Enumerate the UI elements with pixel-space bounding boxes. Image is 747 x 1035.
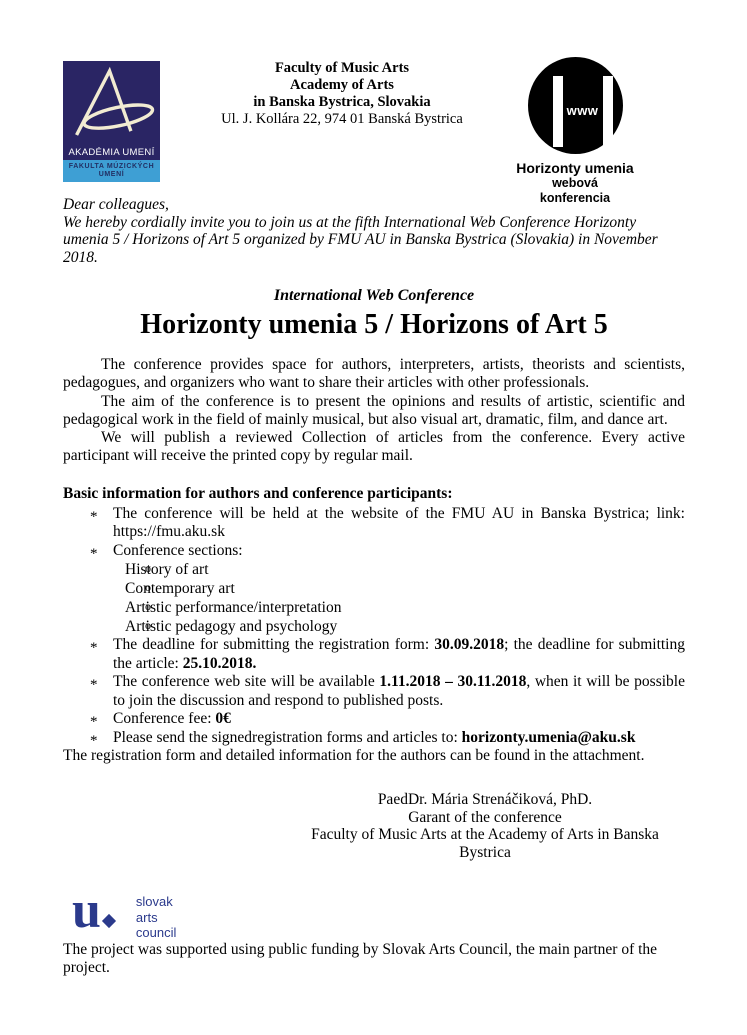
sac-u-mark [72,882,114,940]
academy-logo-square [63,61,160,160]
horizonty-circle-icon [528,57,623,154]
signature-block [285,791,685,861]
salutation: Dear colleagues, [63,196,169,213]
basic-info-heading: Basic information for authors and conference participants: [63,485,453,503]
bold-run: 30.09.2018 [434,636,505,654]
horizonty-umenia-logo [516,57,634,206]
conference-section-item: o Artistic pedagogy and psychology [63,617,685,636]
conference-section-item: o History of art [63,560,685,579]
academy-logo-title: AKADÉMIA UMENÍ [68,147,155,158]
paragraph-aim: The aim of the conference is to present the opinions and results of artistic, scientific and pedagogical work in the field of mainly musical, but also visual art, dramatic, film, and dance art. [63,392,685,428]
invitation-text: We hereby cordially invite you to join us at the fifth International Web Conference Horizonty umenia 5 / Horizons of Art 5 organized by FMU AU in Banska Bystrica (Slovakia) in November 2018. [63,213,658,266]
text-run: Conference fee: [113,710,216,728]
text-run: The conference web site will be available [113,673,380,691]
sac-word-arts: arts [135,909,158,925]
funding-note: The project was supported using public funding by Slovak Arts Council, the main partner of the project. [63,940,658,977]
paragraph-collection: We will publish a reviewed Collection of articles from the conference. Every active participant will receive the printed copy by regular mail. [63,429,685,465]
text-run: The deadline for submitting the registration form: [113,636,435,654]
h-right-bar [603,76,613,147]
info-item-availability [63,673,685,710]
address-academy: Academy of Arts [290,77,394,93]
letter-body [63,196,685,978]
text-run: The conference will be held at the website of the FMU AU in Banska Bystrica; link: https://fmu.aku.sk [113,504,685,541]
bold-run: 1.11.2018 – 30.11.2018 [379,673,527,691]
info-item-deadlines [63,636,685,673]
basic-info-list [63,505,685,748]
horizonty-logo-caption: Horizonty umenia [516,160,634,176]
academy-a-glyph-icon [63,63,160,143]
text-run: Please send the signedregistration forms and articles to: [113,728,462,746]
sac-word-council: council [135,925,177,941]
academy-logo-faculty-band [63,160,160,182]
address-street: Ul. J. Kollára 22, 974 01 Banská Bystrica [221,111,463,127]
bold-run: horizonty.umenia@aku.sk [461,728,636,746]
faculty-band-line1: FAKULTA MÚZICKÝCH [68,162,155,170]
conference-section-item: o Artistic performance/interpretation [63,598,685,617]
text-run: Conference sections: [113,541,243,559]
signature-role: Garant of the conference [408,808,562,826]
conference-sections-sublist [113,560,685,636]
conference-subtitle: International Web Conference [273,287,475,304]
info-item-sections [63,542,685,637]
info-item-submission [63,729,685,748]
info-item-fee [63,710,685,729]
www-label: www [566,103,599,118]
description-paragraphs [63,356,685,465]
horizonty-logo-subcaption: webová konferencia [539,176,611,205]
sac-diamond-dot-icon [102,914,116,928]
paragraph-space: The conference provides space for authors, interpreters, artists, theorists and scientists, pedagogues, and organizers who want to share their articles with other professionals. [63,356,685,392]
sac-wordmark [136,891,176,941]
academy-of-arts-logo [63,61,160,182]
faculty-band-line2: UMENÍ [98,171,125,178]
text-run: , when it will be possible to join the discussion and respond to published posts. [113,673,685,709]
bold-run: 25.10.2018. [182,654,257,672]
sac-word-slovak: slovak [135,894,173,910]
signature-name: PaedDr. Mária Strenáčiková, PhD. [377,791,593,809]
address-city: in Banska Bystrica, Slovakia [253,94,431,110]
slovak-arts-council-logo [72,882,685,941]
info-item-website [63,505,685,542]
intro-paragraph [63,196,659,266]
bold-run: 0€ [215,710,231,728]
conference-section-item: o Contemporary art [63,579,685,598]
attachment-note: The registration form and detailed information for the authors can be found in the attachment. [63,747,645,765]
signature-affiliation: Faculty of Music Arts at the Academy of Arts in Banska Bystrica [311,826,659,861]
text-run: ; the deadline for submitting the article: [113,636,685,672]
sac-mark-letter: u [72,882,100,940]
address-faculty: Faculty of Music Arts [274,60,410,76]
letterhead-address [160,60,524,128]
h-left-bar [553,76,563,147]
conference-title: Horizonty umenia 5 / Horizons of Art 5 [140,309,608,341]
